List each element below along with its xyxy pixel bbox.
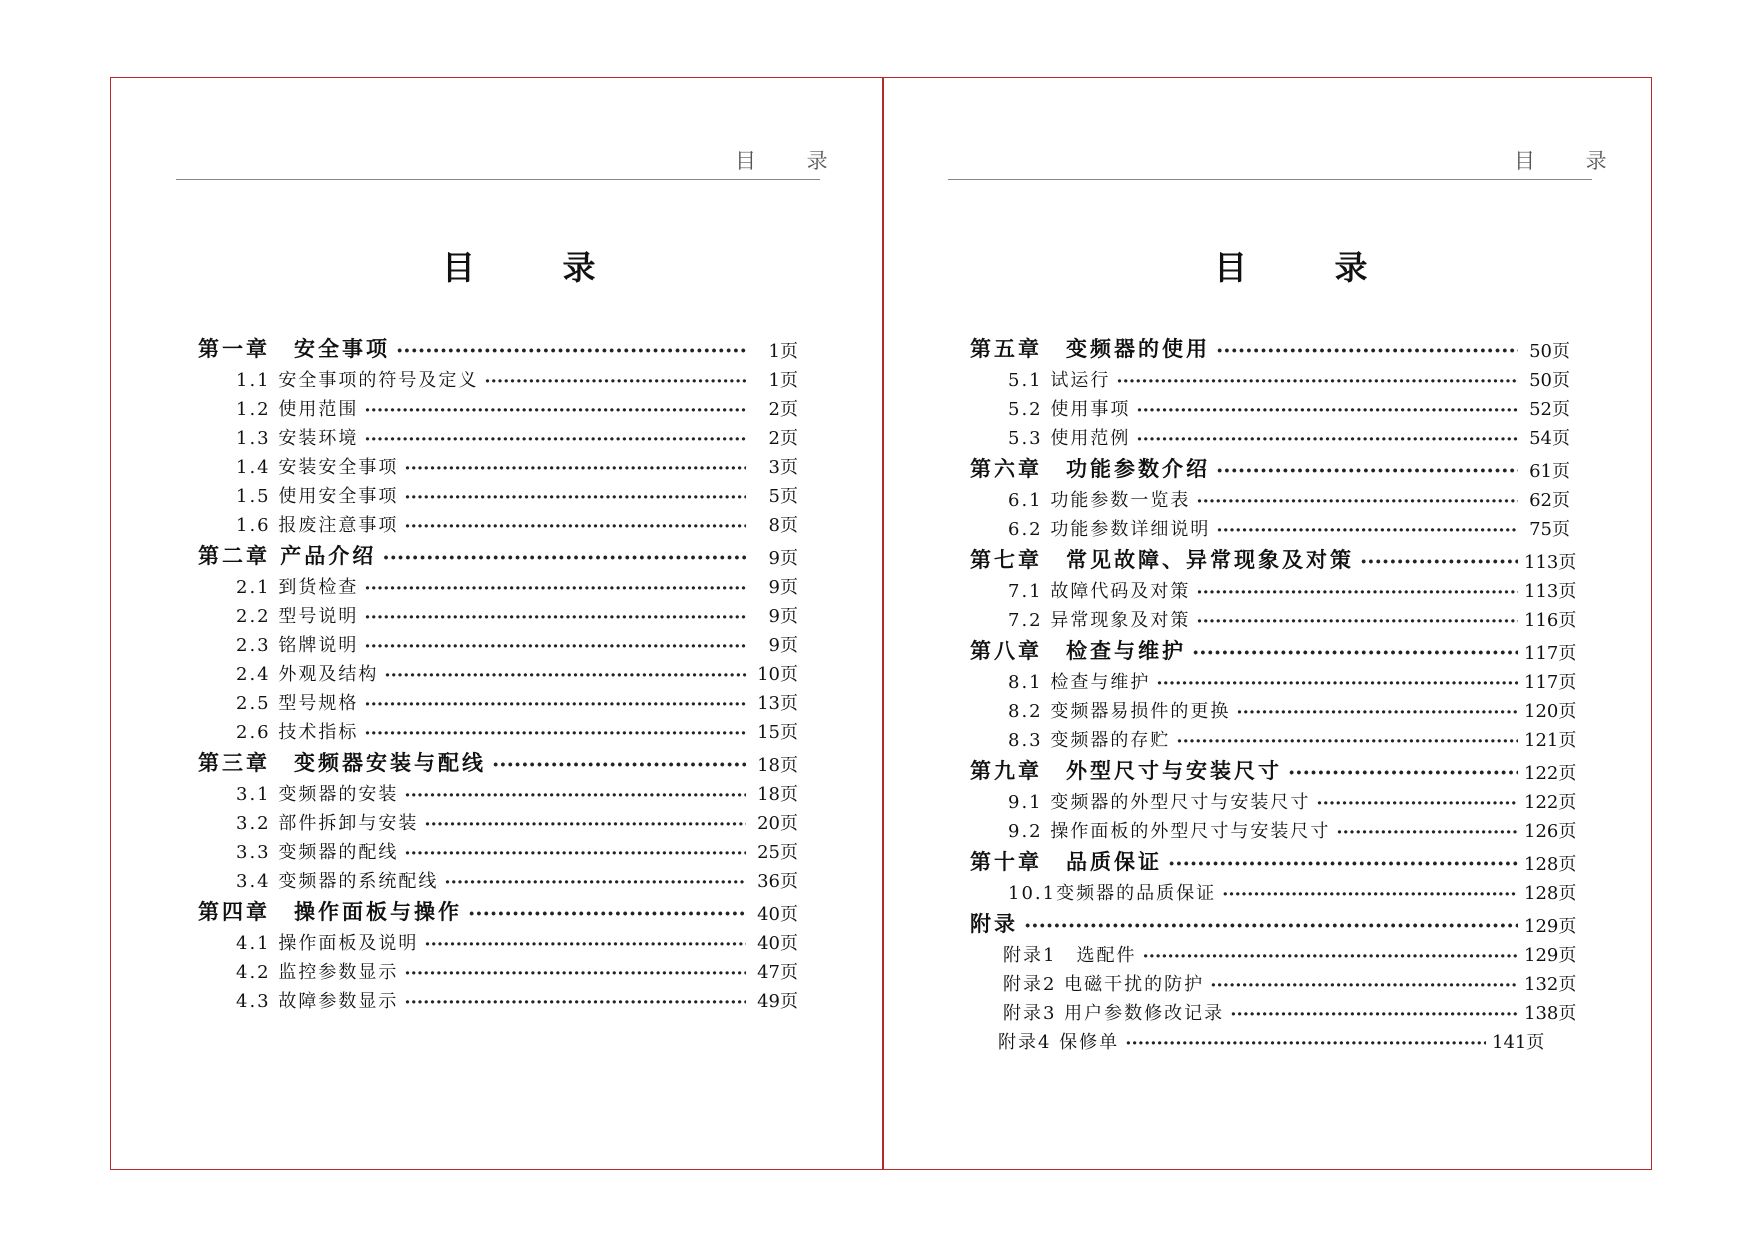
toc-section-entry[interactable] <box>970 814 1577 843</box>
toc-page-number: 129页 <box>1524 916 1577 937</box>
toc-leader-dots <box>404 963 746 984</box>
toc-section-entry[interactable] <box>198 508 798 537</box>
toc-leader-dots <box>364 636 746 657</box>
toc-entry-title: 4.1 操作面板及说明 <box>236 933 419 954</box>
toc-section-entry[interactable] <box>198 628 798 657</box>
toc-section-entry[interactable] <box>970 392 1570 421</box>
toc-entry-title: 第九章 外型尺寸与安装尺寸 <box>970 758 1282 783</box>
toc-chapter-entry[interactable] <box>970 541 1577 574</box>
toc-entry-title: 10.1变频器的品质保证 <box>1008 883 1217 904</box>
toc-page-number: 126页 <box>1524 821 1577 842</box>
toc-page-number: 75页 <box>1529 519 1570 540</box>
toc-section-entry[interactable] <box>198 392 798 421</box>
toc-page-number: 138页 <box>1524 1003 1577 1024</box>
toc-section-entry[interactable] <box>198 570 798 599</box>
toc-page-number: 132页 <box>1524 974 1577 995</box>
toc-entry-title: 第一章 安全事项 <box>198 336 390 361</box>
toc-entry-title: 3.3 变频器的配线 <box>236 842 399 863</box>
toc-leader-dots <box>1192 640 1518 665</box>
toc-page-number: 117页 <box>1524 643 1577 664</box>
toc-page-number: 47页 <box>757 962 798 983</box>
toc-leader-dots <box>1230 1004 1518 1025</box>
right-page <box>884 77 1652 1170</box>
toc-entry-title: 附录4 保修单 <box>998 1032 1120 1053</box>
toc-leader-dots <box>384 665 746 686</box>
toc-page-number: 13页 <box>757 693 798 714</box>
toc-section-entry[interactable] <box>198 864 798 893</box>
toc-page-number: 122页 <box>1524 792 1577 813</box>
toc-entry-title: 附录 <box>970 911 1018 936</box>
toc-title: 目 录 <box>1214 248 1406 287</box>
toc-chapter-entry[interactable] <box>198 537 798 570</box>
toc-entry-title: 第二章 产品介绍 <box>198 543 377 568</box>
toc-entry-title: 4.3 故障参数显示 <box>236 991 399 1012</box>
toc-chapter-entry[interactable] <box>198 893 798 926</box>
toc-leader-dots <box>1156 673 1518 694</box>
toc-leader-dots <box>1216 338 1518 363</box>
toc-leader-dots <box>382 545 746 570</box>
toc-section-entry[interactable] <box>198 657 798 686</box>
toc-entry-title: 1.5 使用安全事项 <box>236 486 399 507</box>
toc-section-entry[interactable] <box>198 686 798 715</box>
toc-entry-title: 3.1 变频器的安装 <box>236 784 399 805</box>
toc-section-entry[interactable] <box>970 421 1570 450</box>
toc-list <box>198 330 798 1013</box>
toc-chapter-entry[interactable] <box>198 330 798 363</box>
toc-page-number: 9页 <box>768 606 798 627</box>
toc-page-number: 36页 <box>757 871 798 892</box>
toc-leader-dots <box>364 429 746 450</box>
toc-page-number: 50页 <box>1529 341 1570 362</box>
toc-chapter-entry[interactable] <box>970 330 1570 363</box>
toc-page-number: 54页 <box>1529 428 1570 449</box>
toc-leader-dots <box>1222 884 1518 905</box>
toc-page-number: 141页 <box>1492 1032 1545 1053</box>
toc-leader-dots <box>404 785 746 806</box>
toc-page-number: 1页 <box>768 341 798 362</box>
toc-leader-dots <box>1336 822 1518 843</box>
toc-page-number: 1页 <box>768 370 798 391</box>
toc-section-entry[interactable] <box>970 785 1577 814</box>
toc-entry-title: 4.2 监控参数显示 <box>236 962 399 983</box>
toc-entry-title: 附录3 用户参数修改记录 <box>1003 1003 1225 1024</box>
toc-leader-dots <box>1216 458 1518 483</box>
toc-leader-dots <box>364 607 746 628</box>
toc-entry-title: 第四章 操作面板与操作 <box>198 899 462 924</box>
toc-leader-dots <box>364 400 746 421</box>
toc-leader-dots <box>1136 400 1518 421</box>
toc-section-entry[interactable] <box>198 363 798 392</box>
running-head: 目 录 <box>735 149 850 173</box>
toc-leader-dots <box>1196 611 1518 632</box>
toc-section-entry[interactable] <box>198 984 798 1013</box>
toc-leader-dots <box>424 934 746 955</box>
toc-page-number: 18页 <box>757 784 798 805</box>
toc-page-number: 9页 <box>768 577 798 598</box>
toc-entry-title: 附录1 选配件 <box>1003 945 1137 966</box>
toc-entry-title: 5.3 使用范例 <box>1008 428 1131 449</box>
toc-section-entry[interactable] <box>970 665 1577 694</box>
toc-entry-title: 1.2 使用范围 <box>236 399 359 420</box>
toc-entry-title: 7.2 异常现象及对策 <box>1008 610 1191 631</box>
toc-leader-dots <box>1168 851 1518 876</box>
toc-page-number: 113页 <box>1524 552 1577 573</box>
toc-section-entry[interactable] <box>198 450 798 479</box>
toc-section-entry[interactable] <box>970 967 1577 996</box>
toc-page-number: 9页 <box>768 548 798 569</box>
toc-entry-title: 2.2 型号说明 <box>236 606 359 627</box>
toc-leader-dots <box>404 992 746 1013</box>
toc-leader-dots <box>404 516 746 537</box>
toc-leader-dots <box>364 723 746 744</box>
header-rule <box>176 179 820 180</box>
toc-entry-title: 6.1 功能参数一览表 <box>1008 490 1191 511</box>
toc-section-entry[interactable] <box>198 479 798 508</box>
toc-entry-title: 2.3 铭牌说明 <box>236 635 359 656</box>
toc-page-number: 25页 <box>757 842 798 863</box>
toc-page-number: 113页 <box>1524 581 1577 602</box>
toc-section-entry[interactable] <box>198 955 798 984</box>
toc-entry-title: 1.4 安装安全事项 <box>236 457 399 478</box>
running-head: 目 录 <box>1514 149 1629 173</box>
toc-entry-title: 第七章 常见故障、异常现象及对策 <box>970 547 1354 572</box>
toc-section-entry[interactable] <box>198 599 798 628</box>
toc-page-number: 128页 <box>1524 883 1577 904</box>
toc-section-entry[interactable] <box>970 694 1577 723</box>
toc-entry-title: 8.2 变频器易损件的更换 <box>1008 701 1231 722</box>
toc-section-entry[interactable] <box>198 835 798 864</box>
toc-entry-title: 3.4 变频器的系统配线 <box>236 871 439 892</box>
toc-page-number: 49页 <box>757 991 798 1012</box>
toc-page-number: 5页 <box>768 486 798 507</box>
toc-entry-title: 5.1 试运行 <box>1008 370 1111 391</box>
toc-page-number: 2页 <box>768 399 798 420</box>
left-page <box>110 77 882 1170</box>
toc-entry-title: 7.1 故障代码及对策 <box>1008 581 1191 602</box>
toc-page-number: 40页 <box>757 933 798 954</box>
toc-page-number: 9页 <box>768 635 798 656</box>
toc-section-entry[interactable] <box>970 996 1577 1025</box>
toc-section-entry[interactable] <box>970 603 1577 632</box>
toc-entry-title: 第五章 变频器的使用 <box>970 336 1210 361</box>
toc-leader-dots <box>404 458 746 479</box>
toc-leader-dots <box>1360 549 1518 574</box>
toc-entry-title: 附录2 电磁干扰的防护 <box>1003 974 1205 995</box>
toc-list <box>970 330 1577 1054</box>
toc-entry-title: 5.2 使用事项 <box>1008 399 1131 420</box>
toc-section-entry[interactable] <box>198 806 798 835</box>
toc-leader-dots <box>1125 1033 1486 1054</box>
toc-leader-dots <box>1288 760 1518 785</box>
toc-entry-title: 第十章 品质保证 <box>970 849 1162 874</box>
toc-section-entry[interactable] <box>970 574 1577 603</box>
toc-entry-title: 1.1 安全事项的符号及定义 <box>236 370 479 391</box>
toc-section-entry[interactable] <box>970 876 1577 905</box>
toc-page-number: 3页 <box>768 457 798 478</box>
toc-page-number: 61页 <box>1529 461 1570 482</box>
toc-leader-dots <box>1116 371 1518 392</box>
toc-page-number: 120页 <box>1524 701 1577 722</box>
toc-section-entry[interactable] <box>970 483 1570 512</box>
toc-leader-dots <box>1142 946 1518 967</box>
toc-entry-title: 2.4 外观及结构 <box>236 664 379 685</box>
toc-page-number: 20页 <box>757 813 798 834</box>
toc-leader-dots <box>1236 702 1518 723</box>
toc-page-number: 62页 <box>1529 490 1570 511</box>
toc-page-number: 15页 <box>757 722 798 743</box>
toc-leader-dots <box>1024 913 1518 938</box>
toc-entry-title: 1.3 安装环境 <box>236 428 359 449</box>
toc-entry-title: 8.3 变频器的存贮 <box>1008 730 1171 751</box>
toc-page-number: 52页 <box>1529 399 1570 420</box>
toc-leader-dots <box>424 814 746 835</box>
toc-page-number: 128页 <box>1524 854 1577 875</box>
toc-page-number: 18页 <box>757 755 798 776</box>
toc-leader-dots <box>1176 731 1518 752</box>
toc-page-number: 2页 <box>768 428 798 449</box>
toc-leader-dots <box>1136 429 1518 450</box>
toc-entry-title: 第三章 变频器安装与配线 <box>198 750 486 775</box>
toc-page-number: 122页 <box>1524 763 1577 784</box>
toc-leader-dots <box>404 843 746 864</box>
toc-leader-dots <box>364 694 746 715</box>
toc-section-entry[interactable] <box>970 938 1577 967</box>
toc-chapter-entry[interactable] <box>970 632 1577 665</box>
toc-page-number: 50页 <box>1529 370 1570 391</box>
toc-leader-dots <box>404 487 746 508</box>
toc-leader-dots <box>484 371 746 392</box>
toc-section-entry[interactable] <box>198 421 798 450</box>
toc-entry-title: 第六章 功能参数介绍 <box>970 456 1210 481</box>
toc-entry-title: 3.2 部件拆卸与安装 <box>236 813 419 834</box>
toc-leader-dots <box>1210 975 1518 996</box>
toc-chapter-entry[interactable] <box>198 744 798 777</box>
toc-entry-title: 2.1 到货检查 <box>236 577 359 598</box>
toc-page-number: 40页 <box>757 904 798 925</box>
toc-section-entry[interactable] <box>970 1025 1545 1054</box>
toc-page-number: 129页 <box>1524 945 1577 966</box>
toc-section-entry[interactable] <box>198 715 798 744</box>
toc-chapter-entry[interactable] <box>970 450 1570 483</box>
toc-entry-title: 1.6 报废注意事项 <box>236 515 399 536</box>
toc-entry-title: 9.1 变频器的外型尺寸与安装尺寸 <box>1008 792 1311 813</box>
toc-entry-title: 8.1 检查与维护 <box>1008 672 1151 693</box>
toc-page-number: 10页 <box>757 664 798 685</box>
toc-entry-title: 9.2 操作面板的外型尺寸与安装尺寸 <box>1008 821 1331 842</box>
toc-leader-dots <box>396 338 746 363</box>
toc-section-entry[interactable] <box>198 777 798 806</box>
toc-page-number: 121页 <box>1524 730 1577 751</box>
toc-title: 目 录 <box>442 248 634 287</box>
toc-entry-title: 第八章 检查与维护 <box>970 638 1186 663</box>
toc-leader-dots <box>444 872 746 893</box>
toc-leader-dots <box>468 901 746 926</box>
toc-leader-dots <box>1316 793 1518 814</box>
header-rule <box>948 179 1592 180</box>
toc-page-number: 116页 <box>1524 610 1577 631</box>
toc-section-entry[interactable] <box>198 926 798 955</box>
toc-section-entry[interactable] <box>970 512 1570 541</box>
toc-page-number: 117页 <box>1524 672 1577 693</box>
toc-leader-dots <box>364 578 746 599</box>
toc-leader-dots <box>492 752 746 777</box>
toc-section-entry[interactable] <box>970 723 1577 752</box>
toc-entry-title: 2.5 型号规格 <box>236 693 359 714</box>
toc-chapter-entry[interactable] <box>970 905 1577 938</box>
toc-section-entry[interactable] <box>970 363 1570 392</box>
toc-chapter-entry[interactable] <box>970 752 1577 785</box>
toc-leader-dots <box>1196 491 1518 512</box>
toc-page-number: 8页 <box>768 515 798 536</box>
toc-leader-dots <box>1196 582 1518 603</box>
toc-chapter-entry[interactable] <box>970 843 1577 876</box>
toc-entry-title: 6.2 功能参数详细说明 <box>1008 519 1211 540</box>
toc-leader-dots <box>1216 520 1518 541</box>
toc-entry-title: 2.6 技术指标 <box>236 722 359 743</box>
